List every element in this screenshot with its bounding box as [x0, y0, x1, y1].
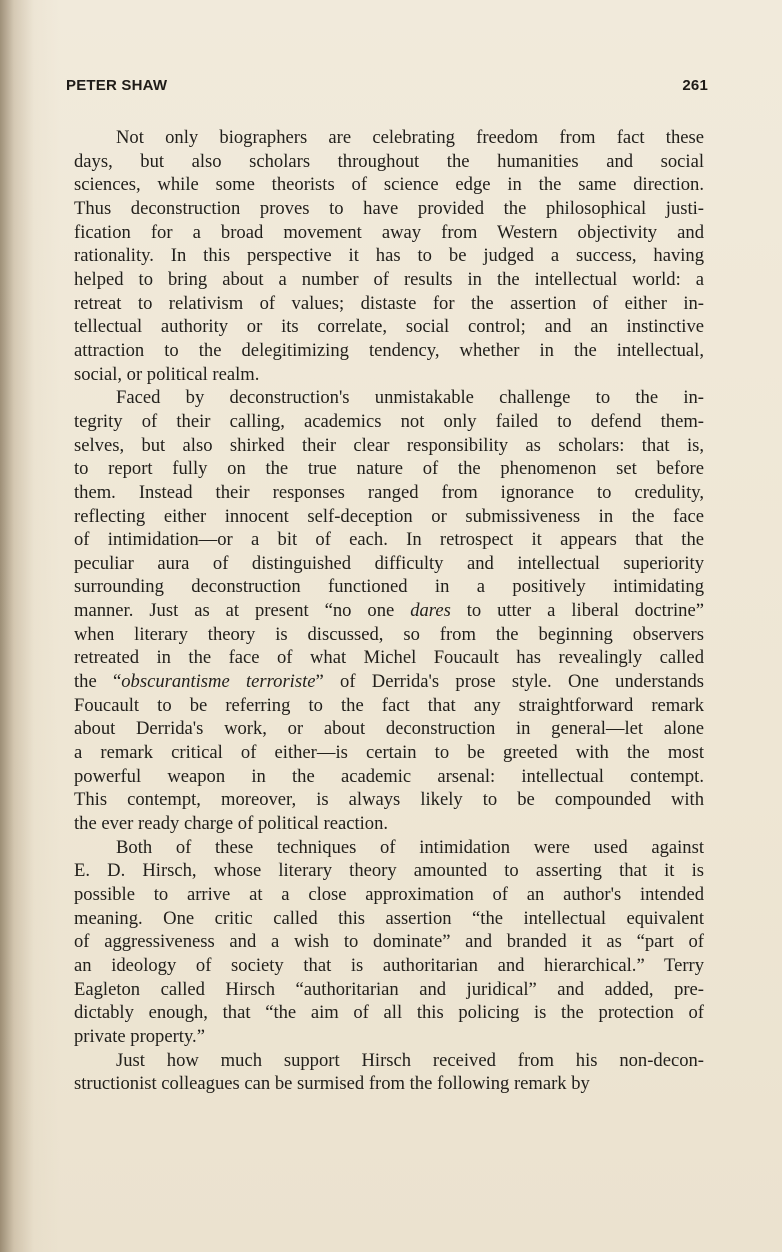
- text-line: the “obscurantisme terroriste” of Derrida's prose style. One understands: [74, 671, 704, 693]
- text-line: manner. Just as at present “no one dares to utter a liberal doctrine”: [74, 600, 704, 622]
- text-line: sciences, while some theorists of science edge in the same direction.: [74, 174, 704, 196]
- text-line: Faced by deconstruction's unmistakable challenge to the in-: [116, 387, 704, 409]
- text-line: meaning. One critic called this assertion “the intellectual equivalent: [74, 907, 704, 929]
- text-line: This contempt, moreover, is always likely to be compounded with: [74, 789, 704, 811]
- text-line: structionist colleagues can be surmised from the following remark by: [74, 1073, 590, 1095]
- text-line: dictably enough, that “the aim of all this policing is the protection of: [74, 1002, 704, 1024]
- text-line: tellectual authority or its correlate, social control; and an instinctive: [74, 316, 704, 338]
- text-line: to report fully on the true nature of the phenomenon set before: [74, 458, 704, 480]
- text-line: powerful weapon in the academic arsenal: intellectual contempt.: [74, 765, 704, 787]
- paragraph: [74, 836, 704, 1049]
- text-line: a remark critical of either—is certain to be greeted with the most: [74, 742, 704, 764]
- text-line: social, or political realm.: [74, 363, 260, 385]
- text-line: retreated in the face of what Michel Foucault has revealingly called: [74, 647, 704, 669]
- text-line: Foucault to be referring to the fact that any straightforward remark: [74, 694, 704, 716]
- text-line: Both of these techniques of intimidation were used against: [116, 836, 704, 858]
- text-line: of intimidation—or a bit of each. In retrospect it appears that the: [74, 529, 704, 551]
- text-line: tegrity of their calling, academics not only failed to defend them-: [74, 410, 704, 432]
- paragraph: [74, 126, 704, 386]
- text-line: selves, but also shirked their clear responsibility as scholars: that is,: [74, 434, 704, 456]
- text-line: possible to arrive at a close approximation of an author's intended: [74, 884, 704, 905]
- text-line: of aggressiveness and a wish to dominate” and branded it as “part of: [74, 931, 704, 953]
- text-line: reflecting either innocent self-deception or submissiveness in the face: [74, 505, 704, 527]
- running-head-author: PETER SHAW: [66, 77, 168, 94]
- text-line: E. D. Hirsch, whose literary theory amounted to asserting that it is: [74, 860, 704, 882]
- text-line: when literary theory is discussed, so from the beginning observers: [74, 623, 704, 645]
- paragraph: [74, 1049, 704, 1096]
- text-line: retreat to relativism of values; distaste for the assertion of either in-: [74, 292, 704, 314]
- text-line: the ever ready charge of political reaction.: [74, 813, 389, 835]
- text-line: helped to bring about a number of results in the intellectual world: a: [74, 268, 704, 290]
- text-line: days, but also scholars throughout the humanities and social: [74, 150, 704, 172]
- paragraph: [74, 386, 704, 835]
- text-line: peculiar aura of distinguished difficulty and intellectual superiority: [74, 552, 704, 574]
- page-number: 261: [682, 77, 708, 94]
- running-head: [66, 77, 708, 99]
- body-text: [74, 126, 704, 1096]
- text-line: rationality. In this perspective it has to be judged a success, having: [74, 245, 704, 267]
- text-line: them. Instead their responses ranged from ignorance to credulity,: [74, 481, 704, 503]
- text-line: an ideology of society that is authoritarian and hierarchical.” Terry: [74, 954, 704, 976]
- text-line: Not only biographers are celebrating freedom from fact these: [116, 127, 704, 148]
- text-line: about Derrida's work, or about deconstruction in general—let alone: [74, 718, 704, 740]
- text-line: Thus deconstruction proves to have provided the philosophical justi-: [74, 197, 704, 219]
- text-line: Just how much support Hirsch received from his non-decon-: [116, 1049, 704, 1071]
- text-line: surrounding deconstruction functioned in a positively intimidating: [74, 576, 704, 598]
- text-line: private property.”: [74, 1025, 205, 1047]
- text-line: fication for a broad movement away from Western objectivity and: [74, 221, 704, 243]
- text-line: attraction to the delegitimizing tendency, whether in the intellectual,: [74, 339, 704, 361]
- text-line: Eagleton called Hirsch “authoritarian and juridical” and added, pre-: [74, 978, 704, 1000]
